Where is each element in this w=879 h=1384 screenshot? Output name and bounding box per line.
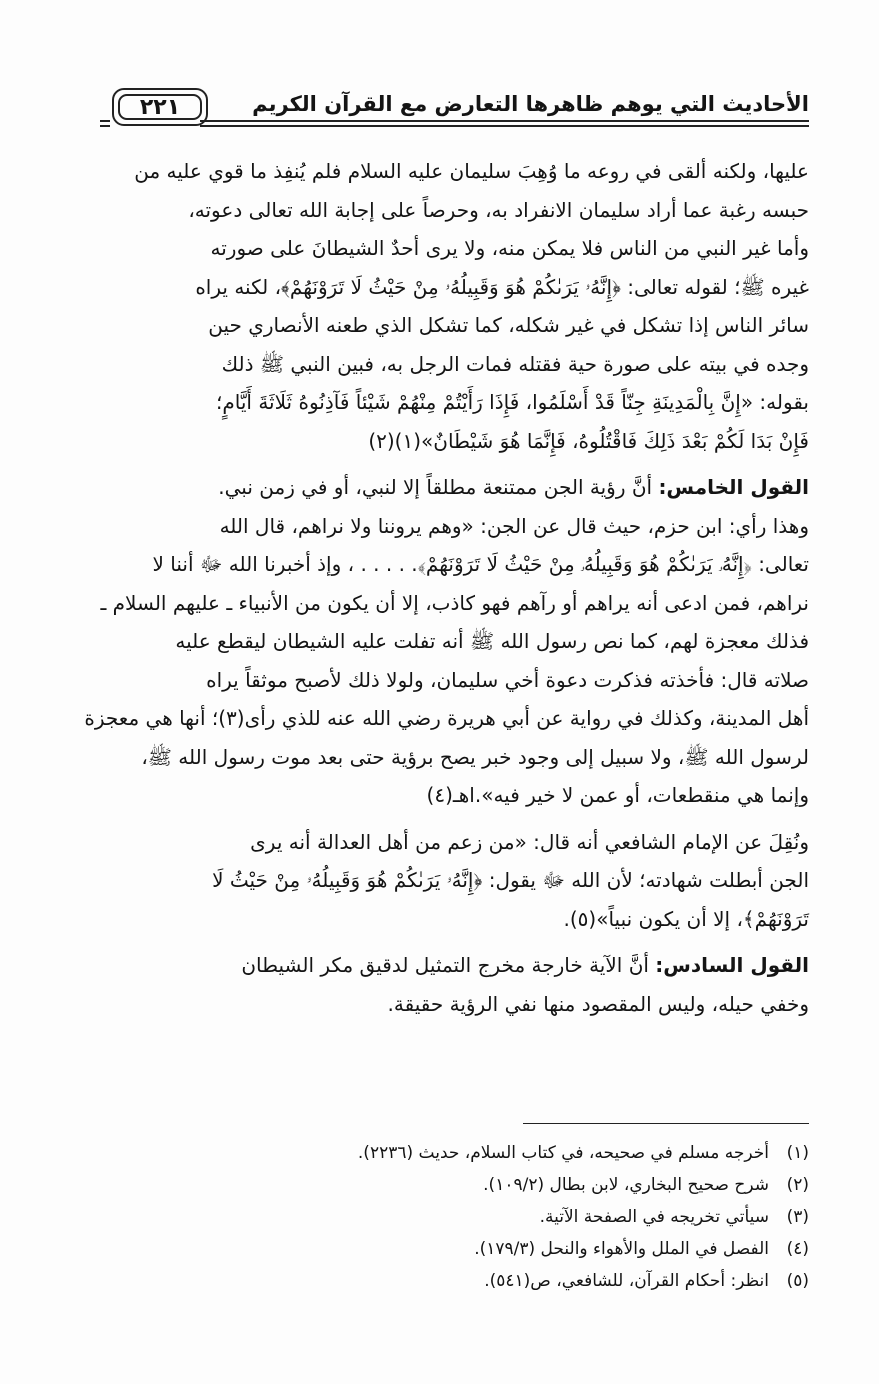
footnote-number: (٣) xyxy=(786,1207,809,1227)
footnote xyxy=(358,1137,809,1169)
footnote-text: انظر: أحكام القرآن، للشافعي، ص(٥٤١). xyxy=(484,1271,769,1291)
text-line xyxy=(100,946,809,985)
text-line: تَرَوْنَهُمْ﴾، إلا أن يكون نبياً»(٥). xyxy=(563,906,809,931)
footnote-number: (١) xyxy=(786,1143,809,1163)
footnote xyxy=(358,1201,809,1233)
text-line: أهل المدينة، وكذلك في رواية عن أبي هريرة رضي الله عنه للذي رأى(٣)؛ أنها هي معجزة xyxy=(84,706,809,730)
text-line xyxy=(100,468,809,507)
paragraph-1 xyxy=(100,152,809,460)
main-text xyxy=(84,152,809,1023)
footnote-number: (٤) xyxy=(786,1239,809,1259)
page-number-frame xyxy=(112,88,208,126)
text-line: غيره ﷺ؛ لقوله تعالى: ﴿إِنَّهُۥ يَرَىٰكُمْ هُوَ وَقَبِيلُهُۥ مِنْ حَيْثُ لَا تَرَوْنَهُمْ﴾، لكنه يراه xyxy=(195,274,809,299)
text-line: حبسه رغبة عما أراد سليمان الانفراد به، وحرصاً على إجابة الله تعالى دعوته، xyxy=(188,197,809,222)
header-rule-left-bottom xyxy=(100,125,110,127)
sixth-view-text: أنَّ الآية خارجة مخرج التمثيل لدقيق مكر الشيطان xyxy=(241,953,656,977)
text-line: صلاته قال: فأخذته فذكرت دعوة أخي سليمان، ولولا ذلك لأصبح موثقاً يراه xyxy=(206,667,809,692)
footnote-text: سيأتي تخريجه في الصفحة الآتية. xyxy=(539,1207,769,1227)
footnote-text: أخرجه مسلم في صحيحه، في كتاب السلام، حديث (٢٢٣٦). xyxy=(357,1143,769,1163)
footnotes xyxy=(358,1137,809,1297)
page-number: ٢٢١ xyxy=(118,94,202,120)
footnote xyxy=(358,1169,809,1201)
paragraph-ibn-hazm xyxy=(84,507,809,815)
text-line: الجن أبطلت شهادته؛ لأن الله ﷻ يقول: ﴿إِنَّهُۥ يَرَىٰكُمْ هُوَ وَقَبِيلُهُۥ مِنْ حَيْثُ لَا xyxy=(212,868,809,892)
text-line: وهذا رأي: ابن حزم، حيث قال عن الجن: «وهم يروننا ولا نراهم، قال الله xyxy=(219,513,809,538)
paragraph-shafii xyxy=(100,823,809,939)
footnote-number: (٥) xyxy=(786,1271,809,1291)
footnote xyxy=(358,1265,809,1297)
text-line: بقوله: «إِنَّ بِالْمَدِينَةِ جِنّاً قَدْ أَسْلَمُوا، فَإِذَا رَأَيْتُمْ مِنْهُمْ شَيْئاً فَآذِنُوهُ ثَلَاثَةَ أَيَّامٍ؛ xyxy=(216,390,809,414)
header-rule-top xyxy=(200,120,809,122)
paragraph-fifth-view xyxy=(100,468,809,507)
text-line: وإنما هي منقطعات، أو عمن لا خير فيه».اهـ(٤) xyxy=(426,783,809,807)
text-line: وأما غير النبي من الناس فلا يمكن منه، ولا يرى أحدٌ الشيطانَ على صورته xyxy=(210,236,809,260)
running-title: الأحاديث التي يوهم ظاهرها التعارض مع القرآن الكريم xyxy=(252,92,809,116)
text-line: وجده في بيته على صورة حية فقتله فمات الرجل به، فبين النبي ﷺ ذلك xyxy=(221,351,809,376)
text-line: سائر الناس إذا تشكل في غير شكله، كما تشكل الذي طعنه الأنصاري حين xyxy=(208,313,809,337)
footnote-separator xyxy=(523,1123,809,1124)
footnote xyxy=(358,1233,809,1265)
text-line: لرسول الله ﷺ، ولا سبيل إلى وجود خبر يصح برؤية حتى بعد موت رسول الله ﷺ، xyxy=(141,744,809,769)
text-line: فَإِنْ بَدَا لَكُمْ بَعْدَ ذَلِكَ فَاقْتُلُوهُ، فَإِنَّمَا هُوَ شَيْطَانٌ»(١)(٢) xyxy=(368,428,809,453)
fifth-view-label: القول الخامس: xyxy=(658,475,809,499)
text-line: عليها، ولكنه ألقى في روعه ما وُهِبَ سليمان عليه السلام فلم يُنفِذ ما قوي عليه من xyxy=(134,159,809,183)
running-header xyxy=(100,88,809,130)
fifth-view-text: أنَّ رؤية الجن ممتنعة مطلقاً إلا لنبي، أو في زمن نبي. xyxy=(218,475,659,499)
footnote-text: الفصل في الملل والأهواء والنحل (١٧٩/٣). xyxy=(474,1239,769,1259)
text-line: ونُقِلَ عن الإمام الشافعي أنه قال: «من زعم من أهل العدالة أنه يرى xyxy=(250,829,809,854)
text-line: وخفي حيله، وليس المقصود منها نفي الرؤية حقيقة. xyxy=(387,991,809,1016)
footnote-text: شرح صحيح البخاري، لابن بطال (١٠٩/٢). xyxy=(483,1175,769,1195)
text-line: تعالى: ﴿إِنَّهُۥ يَرَىٰكُمْ هُوَ وَقَبِيلُهُۥ مِنْ حَيْثُ لَا تَرَوْنَهُمْ﴾. . . . . ، وإذ أخبرنا الله ﷻ أننا لا xyxy=(152,552,809,576)
text-line: نراهم، فمن ادعى أنه يراهم أو رآهم فهو كاذب، إلا أن يكون من الأنبياء ـ عليهم السلام ـ xyxy=(100,590,809,615)
header-rule-left-top xyxy=(100,120,110,122)
text-line: فذلك معجزة لهم، كما نص رسول الله ﷺ أنه تفلت عليه الشيطان ليقطع عليه xyxy=(175,629,809,653)
header-rule-bottom xyxy=(200,125,809,127)
sixth-view-label: القول السادس: xyxy=(655,953,809,977)
footnote-number: (٢) xyxy=(786,1175,809,1195)
paragraph-sixth-view xyxy=(100,946,809,1023)
